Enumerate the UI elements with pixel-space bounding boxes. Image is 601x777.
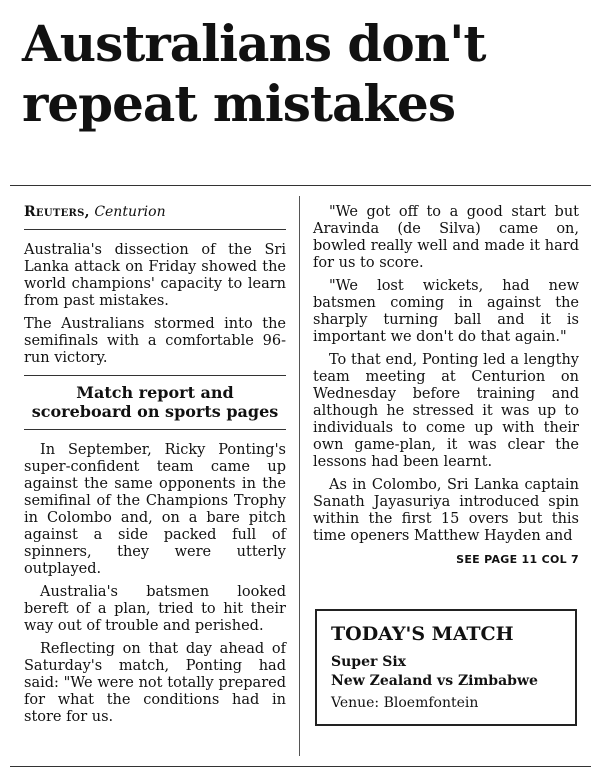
article-paragraph: Australia's dissection of the Sri Lanka attack on Friday showed the world champions' capacity to learn from past mistakes. xyxy=(24,242,286,309)
todays-match-fixture: New Zealand vs Zimbabwe xyxy=(331,673,538,689)
byline-rule xyxy=(24,229,286,230)
byline xyxy=(24,204,286,221)
todays-match-box xyxy=(315,609,577,726)
bottom-rule xyxy=(10,766,591,767)
article-paragraph: As in Colombo, Sri Lanka captain Sanath Jayasuriya introduced spin within the first 15 overs but this time openers Matthew Hayden and xyxy=(313,477,579,544)
byline-place: Centurion xyxy=(94,204,166,220)
article-paragraph: In September, Ricky Ponting's super-confident team came up against the same opponents in the semifinal of the Champions Trophy in Colombo and, on a bare pitch against a side packed full of spinners, they were utterly outplayed. xyxy=(24,442,286,577)
left-column xyxy=(24,204,286,732)
todays-match-venue: Venue: Bloemfontein xyxy=(331,695,479,711)
article-paragraph: Australia's batsmen looked bereft of a plan, tried to hit their way out of trouble and perished. xyxy=(24,584,286,634)
article-paragraph: The Australians stormed into the semifinals with a comfortable 96-run victory. xyxy=(24,316,286,366)
todays-match-title: TODAY'S MATCH xyxy=(331,623,514,645)
column-divider xyxy=(299,196,300,756)
promo-box xyxy=(24,375,286,430)
article-paragraph: To that end, Ponting led a lengthy team meeting at Centurion on Wednesday before training and although he stressed it was up to individuals to come up with their own game-plan, it was clear the lessons had been learnt. xyxy=(313,352,579,470)
article-paragraph: Reflecting on that day ahead of Saturday's match, Ponting had said: "We were not totally prepared for what the conditions had in store for us. xyxy=(24,641,286,725)
right-column xyxy=(313,204,579,568)
article-paragraph: "We lost wickets, had new batsmen coming in against the sharply turning ball and it is important we don't do that again." xyxy=(313,278,579,345)
jump-line: SEE PAGE 11 COL 7 xyxy=(456,553,579,566)
todays-match-stage: Super Six xyxy=(331,654,407,670)
headline: Australians don't repeat mistakes xyxy=(22,14,486,133)
article-paragraph: "We got off to a good start but Aravinda (de Silva) came on, bowled really well and made it hard for us to score. xyxy=(313,204,579,271)
promo-text: Match report and scoreboard on sports pages xyxy=(31,383,279,421)
top-rule xyxy=(10,185,591,186)
byline-agency: Reuters, xyxy=(24,204,90,220)
